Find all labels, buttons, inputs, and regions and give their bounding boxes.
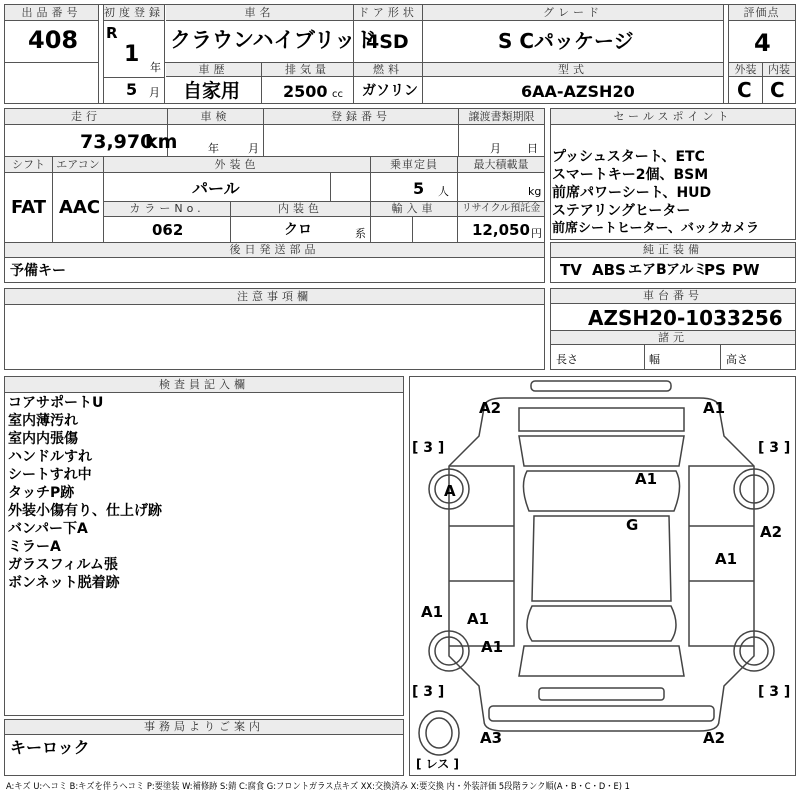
door-type: 4SD [366, 31, 409, 53]
equipment-item: ABS [592, 261, 626, 279]
equipment-item: PS [704, 261, 726, 279]
legend: A:キズ U:ヘコミ B:キズを伴うヘコミ P:要塗装 W:補修跡 S:錆 C:腐食 G:フロントガラス点キズ XX:交換済み X:要交換 内・外装評価 5段階ランク順(A・B・C・D・E) 1 [6, 782, 630, 792]
fuel: ガソリン [362, 83, 418, 99]
first-reg-era: R [106, 24, 118, 42]
interior-color: クロ [284, 222, 312, 238]
color: パール [192, 179, 240, 198]
sales-line: 前席パワーシート、HUD [552, 185, 712, 201]
load-label: 最大積載量 [458, 157, 544, 173]
damage-mark: A1 [481, 638, 504, 656]
length-label: 長さ [556, 353, 578, 366]
later-parts-label: 後日発送部品 [5, 243, 544, 258]
equipment-item: エアB [628, 262, 667, 278]
ac: AAC [59, 197, 101, 218]
color-no: 062 [152, 221, 184, 239]
damage-mark: A1 [421, 603, 444, 621]
import-label: 輸入車 [371, 202, 457, 217]
notes-label: 注意事項欄 [5, 289, 544, 305]
mileage-unit: km [145, 131, 178, 153]
capacity-label: 乗車定員 [371, 157, 457, 173]
door-label: ドア形状 [354, 5, 422, 21]
chassis-number: AZSH20-1033256 [588, 306, 783, 330]
tire-tread: [ 3 ] [758, 440, 791, 456]
grade-label: グレード [423, 5, 723, 21]
displacement: 2500 [283, 82, 328, 101]
damage-mark: G [626, 516, 639, 534]
damage-mark: A1 [467, 610, 490, 628]
fuel-label: 燃料 [354, 63, 422, 77]
later-parts: 予備キー [10, 263, 66, 279]
shift-label: シフト [5, 157, 52, 173]
inspector-line: ハンドルすれ [8, 449, 92, 465]
score-label: 評価点 [728, 5, 795, 21]
sales-line: スマートキー2個、BSM [552, 167, 709, 183]
width-label: 幅 [649, 353, 660, 366]
int-grade: C [770, 78, 785, 102]
damage-mark: A2 [703, 729, 726, 747]
shift: FAT [11, 197, 47, 218]
displacement-label: 排気量 [262, 63, 353, 77]
load-unit: kg [528, 185, 542, 198]
damage-mark: A1 [635, 470, 658, 488]
inspector-line: 室内内張傷 [8, 431, 78, 447]
car-name: クラウンハイブリッド [170, 28, 377, 52]
inspector-line: 室内薄汚れ [8, 413, 78, 429]
ac-label: エアコン [53, 157, 103, 173]
inspector-line: シートすれ中 [8, 467, 92, 483]
damage-mark: A1 [703, 399, 726, 417]
damage-mark: A3 [480, 729, 503, 747]
sales-line: 前席シートヒーター、バックカメラ [552, 221, 759, 236]
inspector-line: ガラスフィルム張 [8, 557, 118, 573]
first-reg-year: 1 [124, 42, 140, 67]
inspector-line: 外装小傷有り、仕上げ跡 [8, 503, 162, 519]
height-label: 高さ [726, 353, 748, 366]
damage-mark: A1 [715, 550, 738, 568]
damage-mark: A [444, 482, 456, 500]
first-reg-label: 初度登録 [104, 6, 164, 19]
sales-line: ステアリングヒーター [552, 203, 691, 219]
year-unit: 年 [150, 61, 161, 74]
equipment-item: アルミ [666, 262, 708, 278]
grade: S Cパッケージ [498, 29, 634, 53]
color-no-label: カラーNo. [104, 202, 230, 217]
inspector-line: ボンネット脱着跡 [8, 575, 120, 591]
reg-no-label: 登録番号 [264, 109, 458, 125]
tire-tread: [ 3 ] [412, 684, 445, 700]
history-label: 車歴 [166, 63, 261, 77]
office-label: 事務局よりご案内 [5, 720, 403, 735]
recycle: 12,050 [472, 221, 530, 239]
chassis-label: 車台番号 [551, 289, 795, 304]
equipment-item: PW [732, 261, 760, 279]
first-reg-month: 5 [126, 80, 138, 99]
mileage: 73,970 [80, 131, 154, 153]
displacement-unit: cc [332, 89, 343, 100]
sales-label: セールスポイント [551, 109, 795, 125]
transfer-label: 譲渡書類期限 [459, 109, 544, 125]
sales-line: プッシュスタート、ETC [552, 149, 705, 165]
lot-number: 408 [28, 26, 79, 54]
spare-tire: [ レス ] [416, 757, 459, 771]
car-diagram [409, 376, 796, 776]
inspector-line: バンパー下A [8, 521, 88, 537]
color-label: 外装色 [104, 157, 370, 173]
equipment-item: TV [560, 261, 582, 279]
capacity: 5 [413, 179, 425, 198]
inspection-month-unit: 月 [248, 142, 259, 155]
ext-label: 外装 [729, 63, 762, 77]
dims-label: 諸元 [551, 331, 795, 345]
score: 4 [754, 29, 771, 57]
inspection-label: 車検 [168, 109, 263, 125]
recycle-label: リサイクル預託金 [458, 202, 544, 217]
damage-mark: A2 [479, 399, 502, 417]
recycle-unit: 円 [531, 227, 542, 240]
interior-color-label: 内装色 [231, 202, 370, 217]
equipment-label: 純正装備 [551, 243, 795, 258]
transfer-month-unit: 月 [490, 142, 501, 155]
inspection-year-unit: 年 [208, 142, 219, 155]
interior-color-unit: 系 [355, 227, 366, 240]
inspector-line: コアサポートU [8, 395, 104, 411]
lot-label: 出品番号 [5, 5, 98, 21]
int-label: 内装 [763, 63, 795, 77]
office-text: キーロック [10, 738, 90, 757]
ext-grade: C [737, 78, 752, 102]
model-label: 型式 [423, 63, 723, 77]
damage-mark: A2 [760, 523, 783, 541]
car-name-label: 車名 [166, 5, 353, 21]
inspector-line: タッチP跡 [8, 485, 75, 501]
month-unit: 月 [149, 86, 160, 99]
transfer-day-unit: 日 [527, 142, 538, 155]
tire-tread: [ 3 ] [758, 684, 791, 700]
tire-tread: [ 3 ] [412, 440, 445, 456]
capacity-unit: 人 [438, 185, 449, 198]
inspector-line: ミラーA [8, 539, 61, 555]
mileage-label: 走行 [5, 109, 167, 125]
inspector-label: 検査員記入欄 [5, 377, 403, 393]
model: 6AA-AZSH20 [521, 82, 635, 101]
history: 自家用 [183, 80, 241, 102]
